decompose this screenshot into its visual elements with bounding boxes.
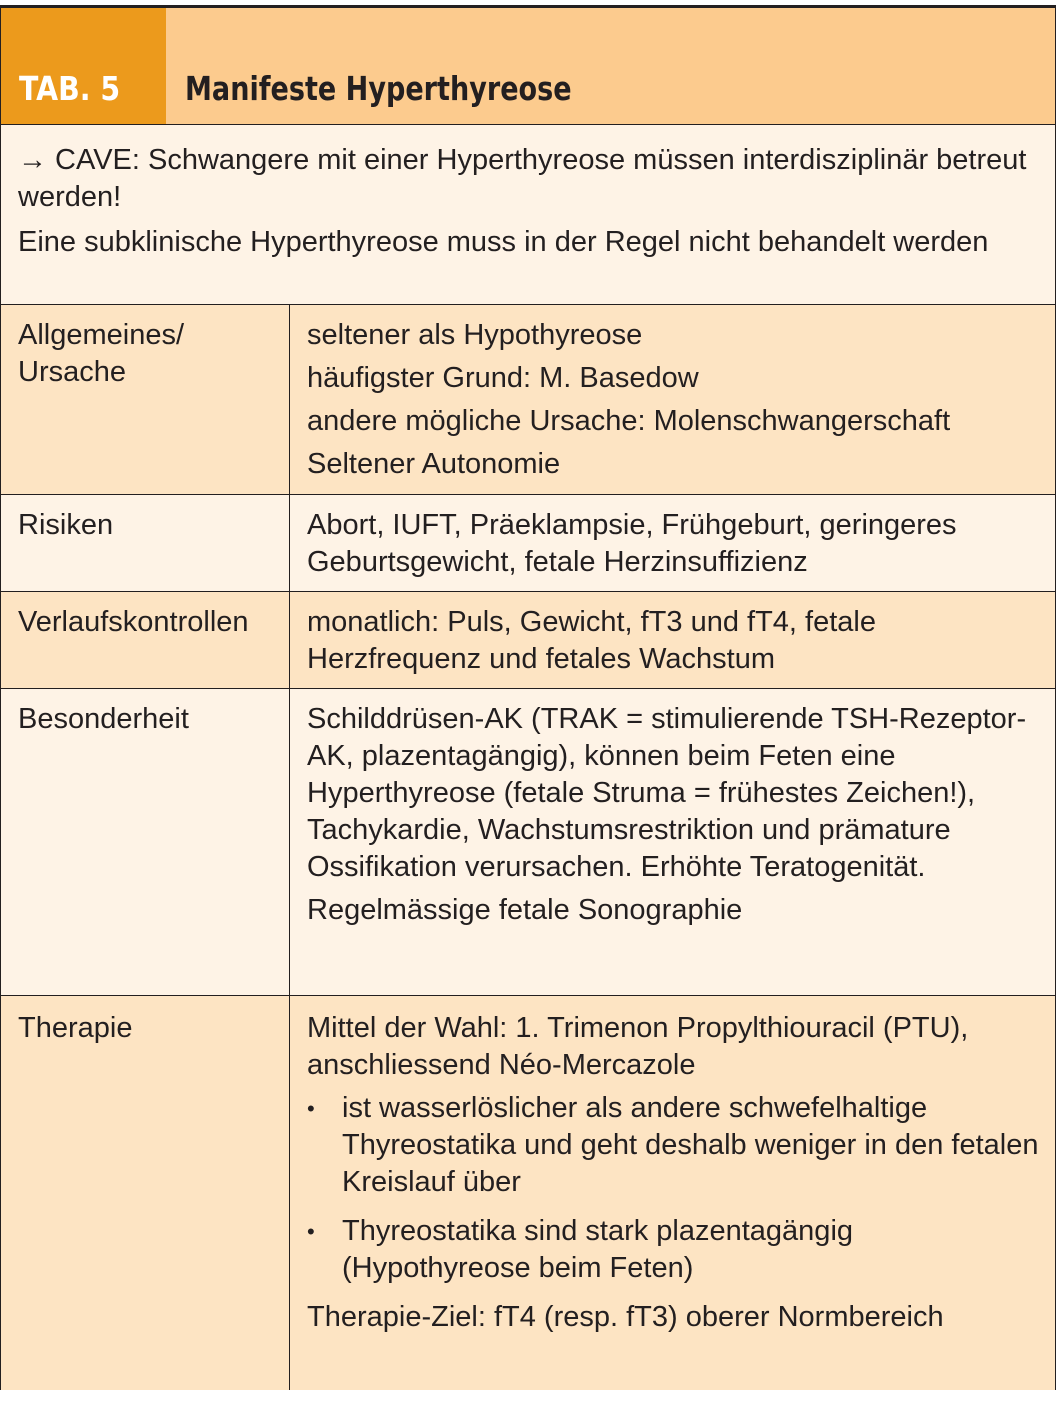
therapy-goal: Therapie-Ziel: fT4 (resp. fT3) oberer Normbereich bbox=[307, 1301, 944, 1333]
content-line: Schilddrüsen-AK (TRAK = stimulierende TSH-Rezeptor-AK, plazentagängig), können beim Feten eine Hyperthyreose (fetale Struma = frühestes Zeichen!), Tachykardie, Wachstumsrestriktion und prämature Ossifikation verursachen. Erhöhte Teratogenität. bbox=[307, 703, 1027, 883]
subclinical-note: Eine subklinische Hyperthyreose muss in der Regel nicht behandelt werden bbox=[18, 226, 989, 258]
row-label: Besonderheit bbox=[1, 689, 290, 995]
content-line: monatlich: Puls, Gewicht, fT3 und fT4, fetale Herzfrequenz und fetales Wachstum bbox=[307, 606, 876, 675]
row-risiken bbox=[1, 495, 1055, 592]
table-title: Manifeste Hyperthyreose bbox=[185, 69, 572, 108]
list-item: • Thyreostatika sind stark plazentagängig (Hypothyreose beim Feten) bbox=[307, 1215, 854, 1284]
bullet-icon: • bbox=[307, 1096, 315, 1121]
row-label: Therapie bbox=[1, 996, 290, 1390]
row-content bbox=[290, 305, 1055, 494]
row-verlaufskontrollen bbox=[1, 592, 1055, 689]
row-allgemeines bbox=[1, 305, 1055, 495]
content-line: andere mögliche Ursache: Molenschwangerschaft bbox=[307, 405, 951, 437]
content-line: Seltener Autonomie bbox=[307, 448, 561, 480]
list-item: • ist wasserlöslicher als andere schwefelhaltige Thyreostatika und geht deshalb weniger in den fetalen Kreislauf über bbox=[307, 1092, 1039, 1198]
cave-note: → CAVE: Schwangere mit einer Hyperthyreose müssen interdisziplinär betreut werden! bbox=[18, 144, 1027, 213]
content-line: seltener als Hypothyreose bbox=[307, 319, 643, 351]
table-5 bbox=[0, 5, 1056, 1390]
notes-block bbox=[1, 125, 1055, 305]
row-therapie bbox=[1, 996, 1055, 1390]
therapy-bullet-list bbox=[307, 1090, 1039, 1287]
content-line: Regelmässige fetale Sonographie bbox=[307, 894, 743, 926]
row-content bbox=[290, 495, 1055, 591]
row-besonderheit bbox=[1, 689, 1055, 996]
row-label: Risiken bbox=[1, 495, 290, 591]
table-header bbox=[1, 8, 1055, 125]
content-line: Abort, IUFT, Präeklampsie, Frühgeburt, geringeres Geburtsgewicht, fetale Herzinsuffizienz bbox=[307, 509, 957, 578]
bullet-icon: • bbox=[307, 1219, 315, 1244]
therapy-intro: Mittel der Wahl: 1. Trimenon Propylthiouracil (PTU), anschliessend Néo-Mercazole bbox=[307, 1012, 969, 1081]
row-content bbox=[290, 689, 1055, 995]
row-content bbox=[290, 592, 1055, 688]
content-line: häufigster Grund: M. Basedow bbox=[307, 362, 699, 394]
row-content bbox=[290, 996, 1055, 1390]
row-label: Allgemeines/ Ursache bbox=[1, 305, 290, 494]
row-label: Verlaufskontrollen bbox=[1, 592, 290, 688]
tab-number-label: TAB. 5 bbox=[1, 8, 166, 124]
